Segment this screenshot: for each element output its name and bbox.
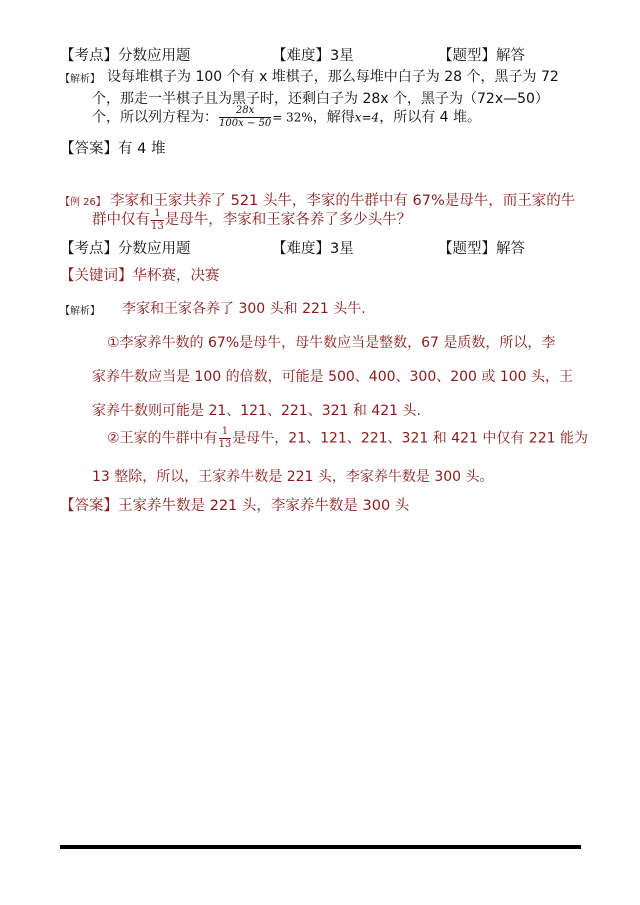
line3-suffix: ，所以有 4 堆。 [379,109,482,126]
eq-solution: x=4 [354,110,380,125]
para2-prefix: ②王家的牛群中有 [107,430,218,447]
answer-value: 有 4 堆 [118,141,166,157]
keywords-label: 【关键词】 [60,268,133,284]
tixing-value: 解答 [496,48,525,64]
keywords-value: 华杯赛，决赛 [132,268,220,284]
para2-frac-den: 13 [218,439,232,450]
para2-frac-num: 1 [219,427,232,439]
meta-tixing-1 [438,44,525,65]
meta-tixing-2 [438,237,525,258]
kaodian-value-2: 分数应用题 [118,241,191,257]
kaodian-label-2: 【考点】 [60,241,118,257]
nandu-value: 3星 [330,48,354,64]
answer-label: 【答案】 [60,141,118,157]
meta-nandu-2 [272,237,354,258]
jiexi-line-2: 个，那走一半棋子且为黑子时，还剩白子为 28x 个，黑子为（72x—50） [92,91,549,107]
eq-rhs: = 32% [272,110,313,125]
line3-prefix: 个，所以列方程为： [92,109,218,126]
tixing-value-2: 解答 [496,241,525,257]
para1-line-3: 家养牛数则可能是 21、121、221、321 和 421 头. [92,403,421,419]
eq-numerator: 28x [219,106,271,118]
kaodian-label: 【考点】 [60,48,118,64]
jiexi-label-1: 【解析】 [60,74,100,85]
example-line-2 [92,208,411,232]
example-line2-suffix: 是母牛，李家和王家各养了多少头牛？ [164,212,412,228]
meta-nandu-1 [272,44,354,65]
para2-suffix: 是母牛，21、121、221、321 和 421 中仅有 221 能为 [232,430,588,447]
para2-line-1 [107,427,588,450]
nandu-label-2: 【难度】 [272,241,330,257]
eq-denominator: 100x − 50 [219,118,272,129]
footer-rule [60,845,581,849]
para1-line-1: ①李家养牛数的 67%是母牛，母牛数应当是整数，67 是质数，所以，李 [107,335,556,351]
answer-2 [60,494,409,515]
jiexi-line-3 [92,106,481,129]
example-frac-den: 13 [151,220,164,232]
para1-line-2: 家养牛数应当是 100 的倍数，可能是 500、400、300、200 或 100 头，王 [92,369,574,385]
meta-row-2 [60,237,191,258]
example-line-1: 李家和王家共养了 521 头牛，李家的牛群中有 67%是母牛，而王家的牛 [110,193,576,209]
tixing-label: 【题型】 [438,48,496,64]
nandu-value-2: 3星 [330,241,354,257]
jiexi-summary: 李家和王家各养了 300 头和 221 头牛. [122,301,366,317]
nandu-label: 【难度】 [272,48,330,64]
para2-line-2: 13 整除，所以，王家养牛数是 221 头，李家养牛数是 300 头。 [92,469,494,485]
example-label: 【例 26】 [60,197,106,208]
keywords-row [60,264,220,285]
equation-fraction [219,106,271,129]
jiexi-line-1: 设每堆棋子为 100 个有 x 堆棋子，那么每堆中白子为 28 个，黑子为 72 [107,69,559,85]
answer-1 [60,137,165,158]
answer-label-2: 【答案】 [60,498,118,514]
tixing-label-2: 【题型】 [438,241,496,257]
meta-row-1 [60,44,191,65]
example-line2-prefix: 群中仅有 [92,212,150,228]
jiexi-label-2: 【解析】 [60,306,100,317]
line3-mid: ，解得 [312,109,355,126]
answer-value-2: 王家养牛数是 221 头，李家养牛数是 300 头 [118,498,410,514]
example-frac-num: 1 [151,209,164,221]
example-fraction [151,209,164,232]
para2-fraction [219,427,232,450]
kaodian-value: 分数应用题 [118,48,191,64]
